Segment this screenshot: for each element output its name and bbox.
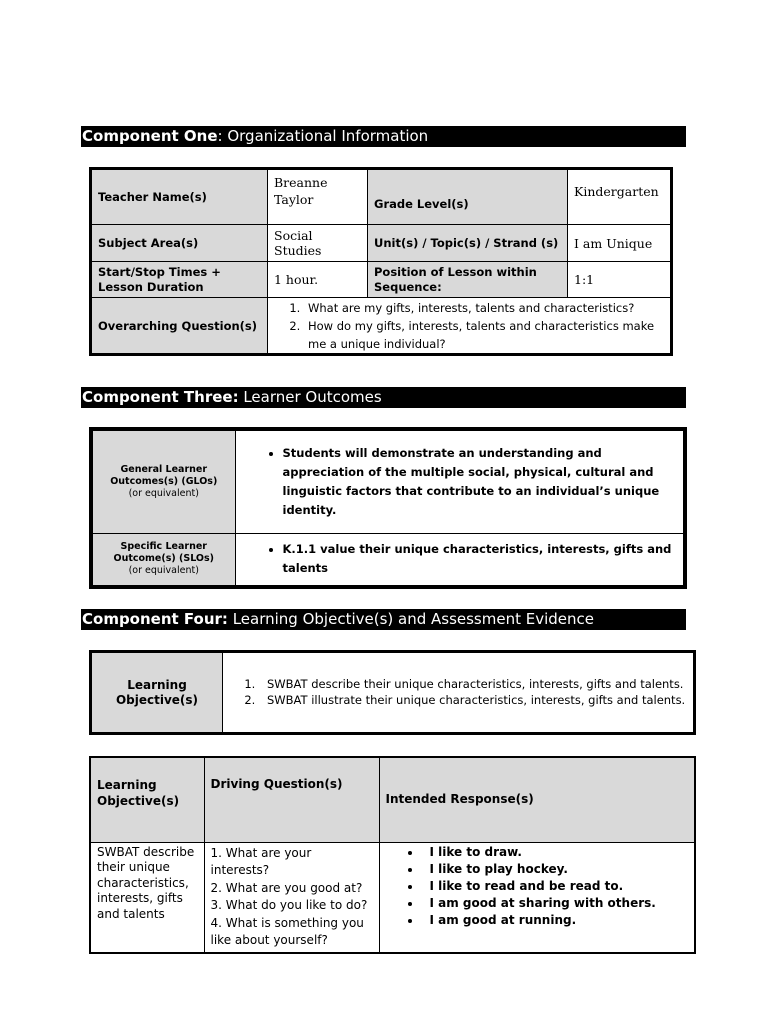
overarching-label: Overarching Question(s): [91, 298, 268, 355]
response-item: • I am good at running.: [422, 912, 689, 929]
col-responses-header: Intended Response(s): [379, 757, 695, 842]
response-item: • I like to read and be read to.: [422, 878, 689, 895]
objectives-cell: [223, 652, 695, 734]
times-value: 1 hour.: [268, 262, 368, 298]
overarching-question-1: 1. What are my gifts, interests, talents and characteristics?: [304, 299, 666, 317]
questions-cell: [204, 842, 379, 953]
objective-2: 2. SWBAT illustrate their unique characteristics, interests, gifts and talents.: [259, 693, 692, 709]
learning-objectives-table: [89, 650, 696, 735]
question-item: 3. What do you like to do?: [210, 898, 368, 912]
organizational-info-table: [89, 167, 673, 356]
times-label: Start/Stop Times + Lesson Duration: [91, 262, 268, 298]
slo-label-cell: [91, 533, 235, 587]
question-item: 4. What is something you like about yourself?: [210, 915, 364, 947]
glo-text: • Students will demonstrate an understanding and appreciation of the multiple social, physical, cultural and linguistic factors that contribute to an individual’s unique identity.: [283, 444, 683, 520]
question-item: 2. What are you good at?: [210, 880, 363, 895]
col-questions-header: Driving Question(s): [204, 757, 379, 842]
teacher-value: Breanne Taylor: [268, 169, 368, 225]
response-item: • I am good at sharing with others.: [422, 895, 689, 912]
learner-outcomes-table: [89, 427, 687, 589]
glo-sublabel: (or equivalent): [128, 487, 199, 499]
heading-rest: : Organizational Information: [217, 127, 429, 145]
slo-sublabel: (or equivalent): [128, 565, 199, 577]
slo-text: • K.1.1 value their unique characteristics, interests, gifts and talents: [283, 540, 683, 578]
response-item: • I like to play hockey.: [422, 861, 689, 878]
subject-value: Social Studies: [268, 225, 368, 262]
heading-rest: Learner Outcomes: [238, 388, 382, 406]
heading-rest: Learning Objective(s) and Assessment Evidence: [227, 610, 594, 628]
glo-label: General Learner Outcomes(s) (GLOs): [110, 463, 218, 487]
position-label: Position of Lesson within Sequence:: [368, 262, 568, 298]
objective-1: 1. SWBAT describe their unique characteristics, interests, gifts and talents.: [259, 677, 692, 693]
grade-label: Grade Level(s): [368, 169, 568, 225]
responses-cell: [379, 842, 695, 953]
component-four-heading: [81, 609, 686, 630]
unit-value: I am Unique: [568, 225, 672, 262]
driving-questions-table: [89, 756, 696, 954]
glo-label-cell: [91, 429, 235, 533]
overarching-question-2: 2. How do my gifts, interests, talents and characteristics make me a unique individual?: [304, 317, 666, 353]
unit-label: Unit(s) / Topic(s) / Strand (s): [368, 225, 568, 262]
position-value: 1:1: [568, 262, 672, 298]
question-item: 1. What are your interests?: [210, 845, 312, 877]
objective-cell: SWBAT describe their unique characteristics, interests, gifts and talents: [90, 842, 204, 953]
overarching-questions: [268, 298, 672, 355]
teacher-label: Teacher Name(s): [91, 169, 268, 225]
heading-bold: Component Three:: [82, 388, 239, 406]
subject-label: Subject Area(s): [91, 225, 268, 262]
heading-bold: Component Four:: [82, 610, 228, 628]
grade-value: Kindergarten: [568, 169, 672, 225]
glo-text-cell: [235, 429, 685, 533]
objective-label: Learning Objective(s): [91, 652, 223, 734]
response-item: • I like to draw.: [422, 844, 689, 861]
col-objective-header: Learning Objective(s): [90, 757, 204, 842]
heading-bold: Component One: [82, 127, 218, 145]
slo-label: Specific Learner Outcome(s) (SLOs): [113, 541, 214, 565]
component-three-heading: [81, 387, 686, 408]
slo-text-cell: [235, 533, 685, 587]
component-one-heading: [81, 126, 686, 147]
